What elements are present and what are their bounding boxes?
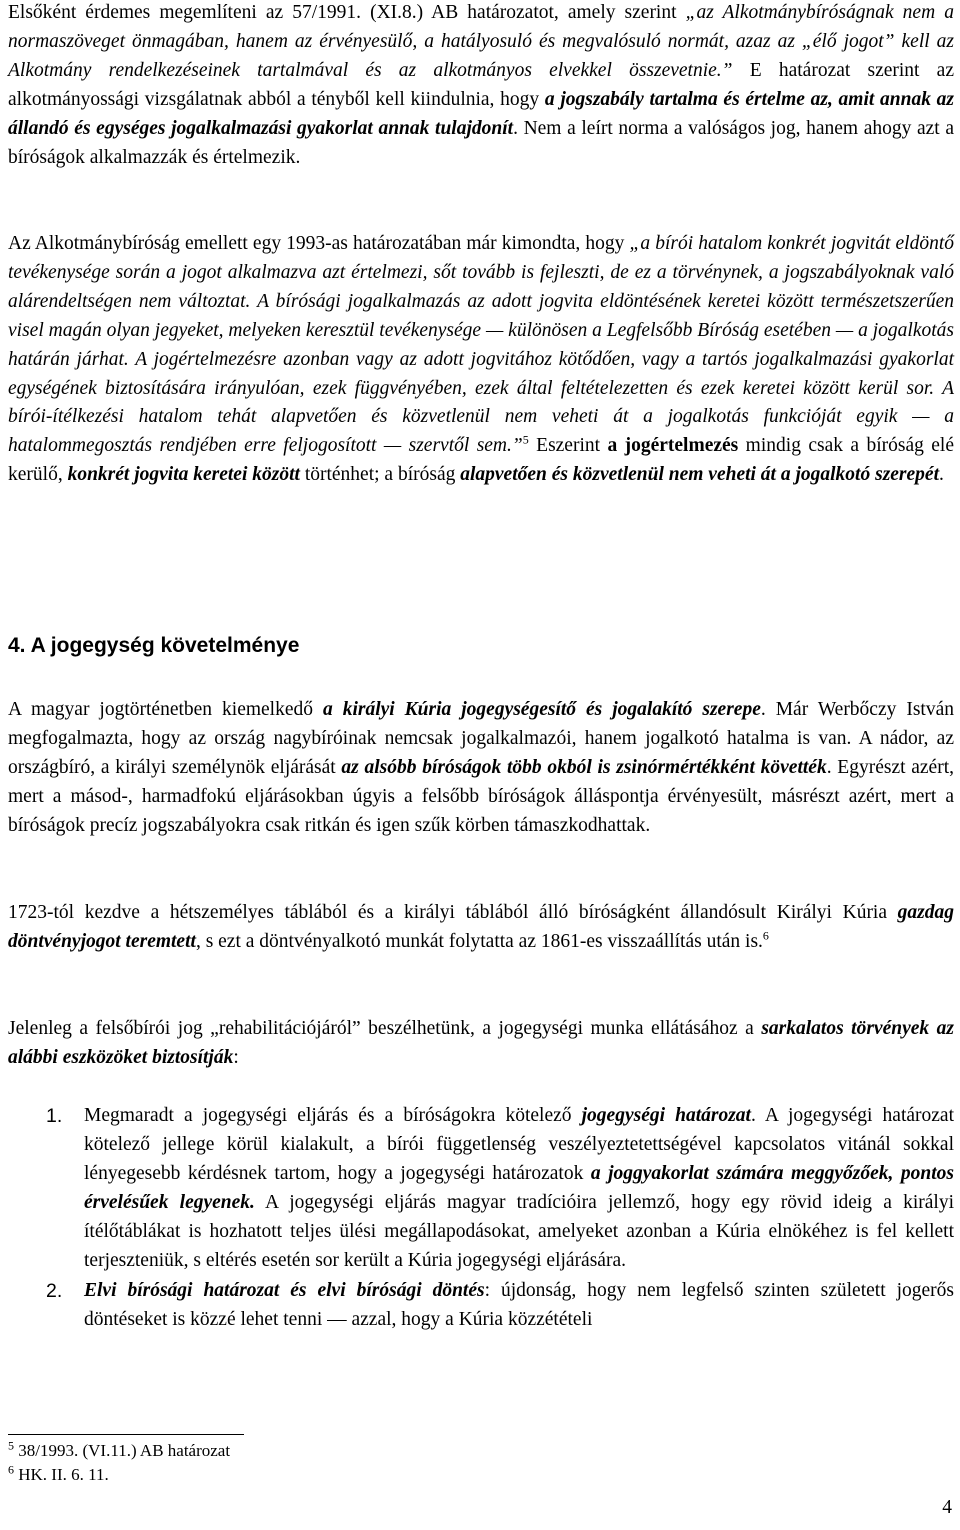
para2-quote: „a bírói hatalom konkrét jogvitát eldöntő tevékenysége során a jogot alkalmazva azt értelmezi, sőt tovább is fejleszti, de ez a törvénynek, a jogszabályoknak való alárendeltségen nem változtat. A bírósági jogalkalmazás az adott jogvita eldöntésének keretei között természetszerűen visel magán olyan jegyeket, melyeken keresztül tevékenysége — különösen a Legfelsőbb Bíróság esetében — a jogalkotás határán járhat. A jogértelmezésre azonban vagy az adott jogvitához kötődően, vagy a tartós jogalkalmazási gyakorlat egységének biztosítására irányulóan, ezek függvényében, ezek által feltételezetten és ezek keretei között kerül sor. A bírói-ítélkezési hatalom tehát alapvetően és közvetlenül nem veheti át a jogalkotás funkcióját egyik — a hatalommegosztás rendjében erre feljogosított — szervtől sem.” — [8, 233, 954, 457]
footnote-text: 38/1993. (VI.11.) AB határozat — [18, 1441, 231, 1460]
para3-emphasis-1: a királyi Kúria jogegységesítő és jogalakító szerepe — [322, 699, 761, 720]
paragraph-5 — [8, 1015, 954, 1073]
list-item-number: 1. — [46, 1105, 63, 1127]
para3-emphasis-2: az alsóbb bíróságok több okból is zsinórmértékként követték — [341, 756, 827, 778]
para2-text-5: . — [939, 464, 944, 486]
footnote-number: 6 — [8, 1462, 14, 1477]
para1-text-2: E határozat szerint az alkotmányossági vizsgálatnak abból a tényből kell kiindulnia, hogy — [8, 59, 954, 110]
para1-quote: „az Alkotmánybíróságnak nem a normaszöveget önmagában, hanem az érvényesülő, a hatályosuló és megvalósuló normát, azaz az „élő jogot” kell az Alkotmány rendelkezéseinek tartalmával és az alkotmányos elvekkel összevetnie.” — [8, 2, 954, 81]
page-number: 4 — [942, 1497, 952, 1518]
para2-text-3: mindig csak a bíróság elé kerülő, — [8, 435, 954, 486]
para1-text-3: . Nem a leírt norma a valóságos jog, hanem ahogy azt a bíróságok alkalmazzák és értelmezik. — [8, 117, 954, 168]
list-item-text — [84, 1277, 954, 1335]
para5-text-1: Jelenleg a felsőbírói jog „rehabilitációjáról” beszélhetünk, a jogegységi munka ellátásához a — [8, 1018, 762, 1039]
footnote-number: 5 — [8, 1438, 14, 1453]
paragraph-3 — [8, 696, 954, 841]
list-item — [8, 1277, 954, 1335]
para2-emphasis-2: alapvetően és közvetlenül nem veheti át a jogalkotó szerepét — [460, 464, 940, 486]
para5-text-2: : — [233, 1046, 239, 1068]
footnote-ref-5[interactable]: 5 — [522, 432, 529, 447]
para1-emphasis: a jogszabály tartalma és értelme az, amit annak az állandó és egységes jogalkalmazási gyakorlat annak tulajdonít — [8, 88, 954, 139]
para3-text-3: . Egyrészt azért, mert a másod-, harmadfokú eljárásokban úgyis a felsőbb bíróságok álláspontja érvényesült, másrészt azért, mert a bíróságok precíz jogszabályokra csak ritkán és igen szűk körben támaszkodhattak. — [8, 756, 954, 836]
para3-text-2: . Már Werbőczy István megfogalmazta, hogy az ország nagybíróinak nemcsak jogalkalmazói, hanem jogalkotó hatalma is van. A nádor, az országbíró, a királyi személynök eljárását — [8, 699, 954, 778]
para4-emphasis: gazdag döntvényjogot teremtett — [8, 902, 954, 952]
list1-text-1: Megmaradt a jogegységi eljárás és a bíróságokra kötelező — [84, 1105, 582, 1126]
para3-text-1: A magyar jogtörténetben kiemelkedő — [8, 699, 323, 720]
para2-text-4: történhet; a bíróság — [299, 464, 461, 486]
numbered-list — [8, 1102, 954, 1335]
list2-emphasis: Elvi bírósági határozat és elvi bírósági döntés — [84, 1280, 485, 1302]
footnote-ref-6[interactable]: 6 — [762, 928, 769, 943]
para2-bold-1: a jogértelmezés — [607, 435, 739, 457]
para1-text-1: Elsőként érdemes megemlíteni az 57/1991. (XI.8.) AB határozatot, amely szerint — [8, 2, 686, 23]
list1-emphasis-2: a joggyakorlat számára meggyőzőek, pontos érvelésűek legyenek. — [84, 1162, 954, 1213]
para4-text-2: , s ezt a döntvényalkotó munkát folytatta az 1861-es visszaállítás után is. — [195, 930, 763, 952]
paragraph-4 — [8, 899, 954, 957]
footnote-5 — [8, 1440, 230, 1462]
para2-text-1: Az Alkotmánybíróság emellett egy 1993-as határozatában már kimondta, hogy — [8, 233, 630, 254]
list1-text-2: . A jogegységi határozat kötelező jellege körül kialakult, a bírói függetlenség veszélyeztetettségével kapcsolatos vitánál sokkal lényegesebb kérdésnek tartom, hogy a jogegységi határozatok — [84, 1105, 954, 1184]
list1-emphasis-1: jogegységi határozat — [581, 1105, 751, 1126]
footnote-6 — [8, 1464, 109, 1486]
footnote-text: HK. II. 6. 11. — [18, 1465, 109, 1484]
paragraph-2 — [8, 230, 954, 490]
para4-text-1: 1723-tól kezdve a hétszemélyes táblából és a királyi táblából álló bíróságként állandósult Királyi Kúria — [8, 902, 898, 923]
paragraph-1 — [8, 0, 954, 172]
para2-text-2: Eszerint — [528, 435, 608, 457]
list2-text-1: : újdonság, hogy nem legfelső szinten született jogerős döntéseket is közzé lehet tenni — azzal, hogy a Kúria közzétételi — [84, 1280, 954, 1331]
list-item-number: 2. — [46, 1280, 63, 1303]
list-item-text — [84, 1102, 954, 1275]
footnote-divider — [8, 1434, 244, 1435]
para5-emphasis: sarkalatos törvények az alábbi eszközöket biztosítják — [8, 1018, 954, 1068]
section-heading: 4. A jogegység követelménye — [8, 634, 300, 657]
para2-emphasis-1: konkrét jogvita keretei között — [67, 464, 300, 486]
list1-text-3: A jogegységi eljárás magyar tradícióira jellemző, hogy egy rövid ideig a királyi ítélőtáblákat is hozhatott teljes ülési megállapodásokat, amelyeket azonban a Kúria elnökéhez is fel kellett terjeszteniük, s eltérés esetén sor került a Kúria jogegységi eljárására. — [84, 1191, 954, 1271]
list-item — [8, 1102, 954, 1275]
